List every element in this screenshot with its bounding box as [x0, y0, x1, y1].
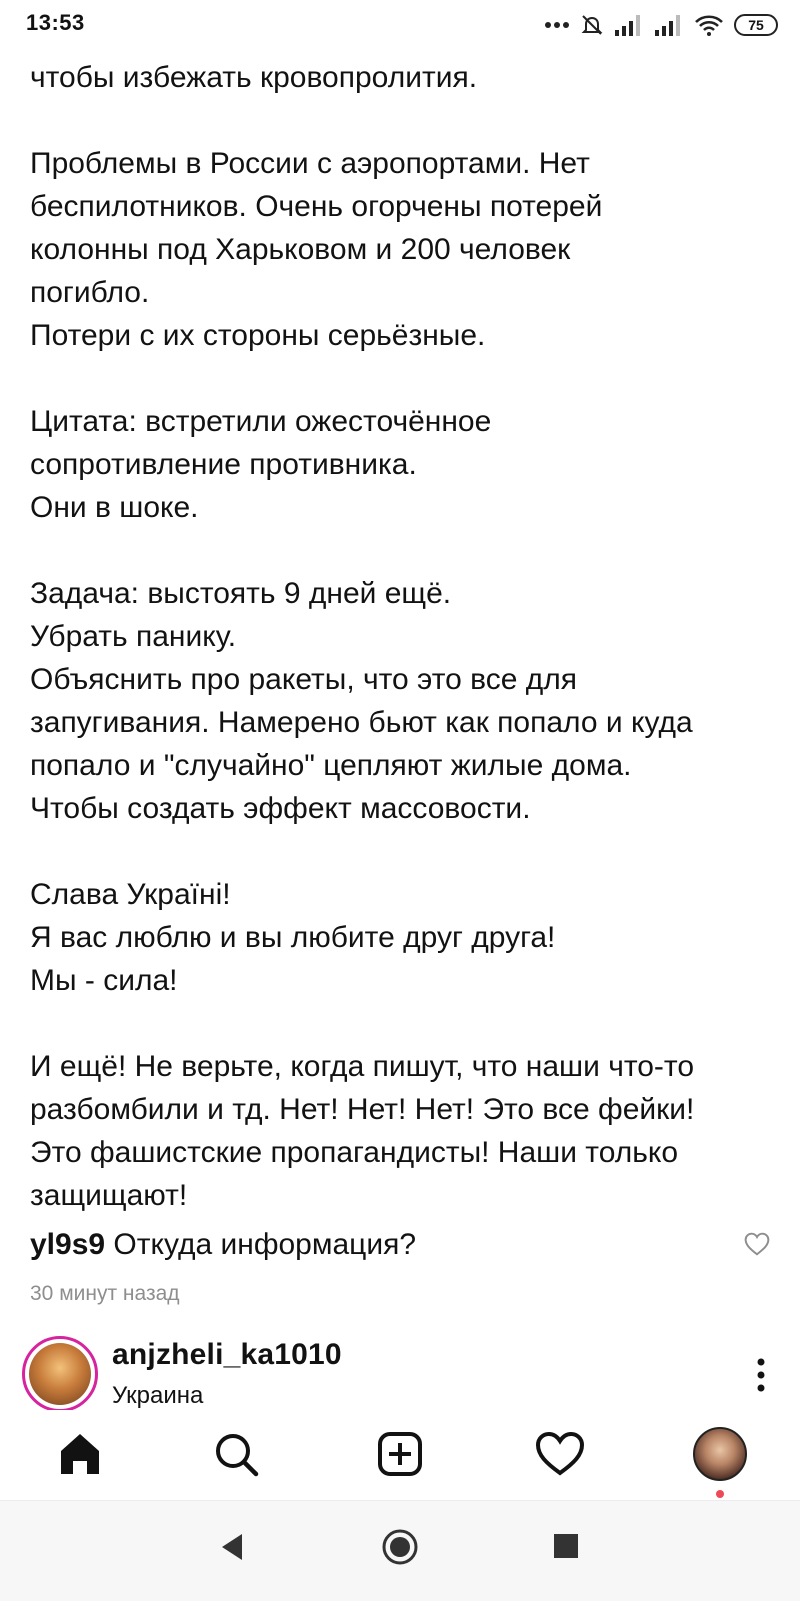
post-caption: чтобы избежать кровопролития. Проблемы в России с аэропортами. Нет беспилотников. Очень огорчены потерей колонны под Харьковом и 200 человек погибло. Потери с их стороны серьёзные. Цитата: встретили ожесточённое сопротивление противника. Они в шоке. Задача: выстоять 9 дней ещё. Убрать панику. Объяснить про ракеты, что это все для запугивания. Намерено бьют как попало и куда попало и "случайно" цепляют жилые дома. Чтобы создать эффект массовости. Слава Україні! Я вас люблю и вы любите друг друга! Мы - сила! И ещё! Не верьте, когда пишут, что наши что-то разбомбили и тд. Нет! Нет! Нет! Это все фейки! Это фашистские пропагандисты! Наши только защищают! — [30, 61, 695, 1212]
battery-icon: 75 — [734, 14, 778, 36]
comment-like-heart-icon[interactable] — [744, 1230, 770, 1264]
profile-tab[interactable] — [690, 1424, 750, 1484]
comment — [30, 1228, 770, 1262]
bottom-navigation — [0, 1410, 800, 1500]
back-icon[interactable] — [218, 1531, 246, 1568]
signal-icon — [654, 14, 684, 36]
system-navigation-bar — [0, 1500, 800, 1601]
activity-heart-icon[interactable] — [530, 1424, 590, 1484]
status-icons — [544, 10, 778, 40]
home-circle-icon[interactable] — [382, 1529, 418, 1570]
next-post-header — [0, 1330, 800, 1410]
signal-icon — [614, 14, 644, 36]
post-username[interactable]: anjzheli_ka1010 — [112, 1338, 342, 1371]
home-icon[interactable] — [50, 1424, 110, 1484]
dots-icon — [544, 21, 570, 29]
wifi-icon — [694, 14, 724, 36]
new-post-icon[interactable] — [370, 1424, 430, 1484]
comment-text: Откуда информация? — [113, 1228, 417, 1261]
comment-username[interactable]: yl9s9 — [30, 1228, 106, 1261]
recents-icon[interactable] — [552, 1532, 580, 1565]
profile-avatar — [693, 1427, 747, 1481]
status-bar — [0, 0, 800, 50]
bell-muted-icon — [580, 13, 604, 37]
user-avatar[interactable] — [22, 1336, 98, 1410]
search-icon[interactable] — [206, 1424, 266, 1484]
post-location[interactable]: Украина — [112, 1382, 204, 1409]
notification-dot — [716, 1490, 724, 1498]
more-options-icon[interactable] — [756, 1358, 766, 1397]
status-time: 13:53 — [26, 10, 85, 35]
post-timestamp: 30 минут назад — [30, 1282, 180, 1305]
